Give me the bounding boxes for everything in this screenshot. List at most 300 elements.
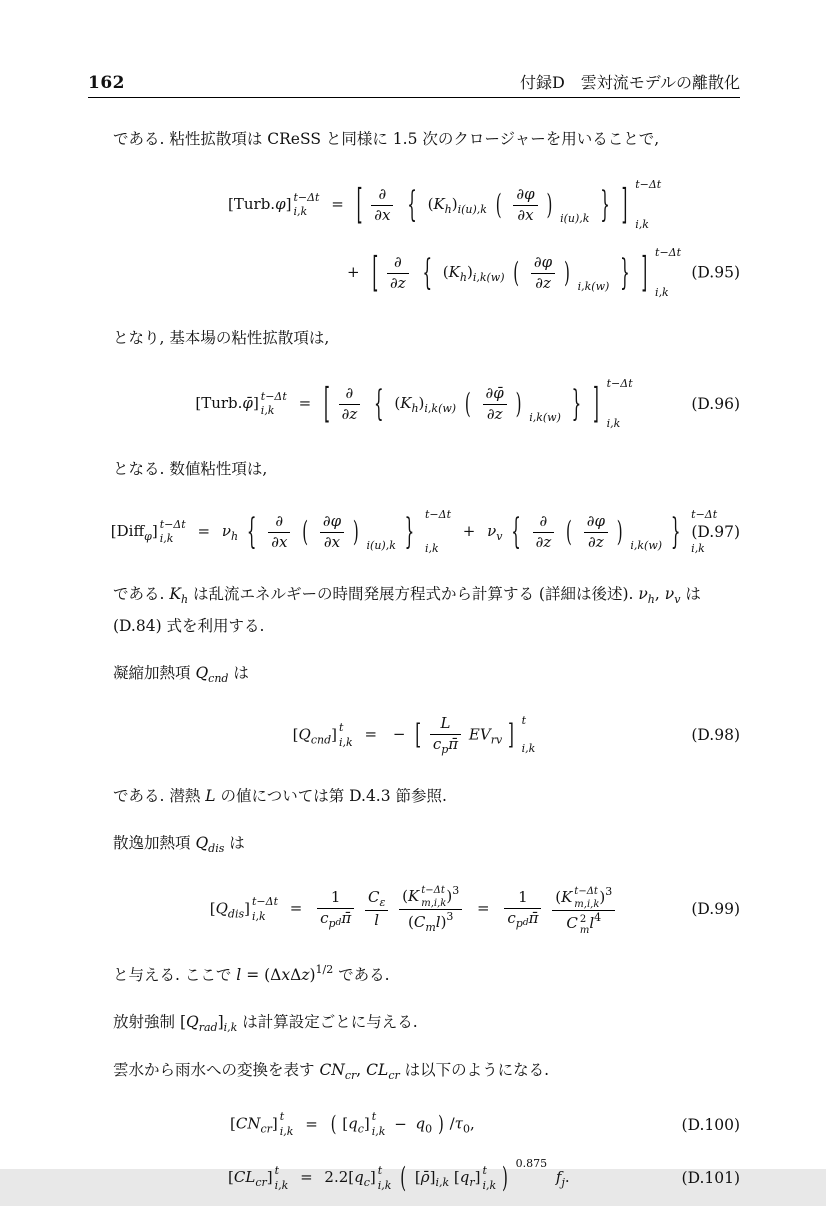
math-var: l [236,966,242,985]
den: ∂z [584,532,608,553]
text-run: と与える. ここで [113,966,237,985]
sub: φ [144,530,152,543]
sub: i,k [691,541,705,555]
supsub [252,896,278,923]
sup: t−Δt [635,178,662,191]
math-var: CL [233,1168,256,1187]
equals-sign: = [364,725,378,744]
page-header [88,70,740,93]
supsub [607,378,633,430]
sup: t−Δt [293,190,320,204]
paren: ) [501,1160,508,1194]
den: ∂x [371,205,393,226]
den [317,908,354,931]
bracket: ] [252,394,259,412]
paren: ( [566,514,572,548]
eq98-line [88,706,740,765]
coefficient: 2.2 [324,1168,349,1187]
partial-frac [483,384,507,424]
punct: , [469,1114,475,1133]
sub: cnd [310,733,332,747]
supsub [275,1165,289,1192]
sub: c [357,1122,364,1136]
supsub [261,391,287,418]
math-var: q [415,1114,426,1133]
sub: i(u),k [457,203,487,216]
sub: p [441,742,449,756]
sub: i,k [279,1125,294,1138]
sub: r [469,1176,475,1190]
sub: i,k(w) [630,538,663,552]
supsub [574,886,599,910]
supsub [425,509,451,555]
num: ∂φ̄ [485,384,504,402]
sub: m [425,920,436,934]
sub: cr [255,1176,267,1190]
bracket: [ [228,195,234,213]
page-number: 162 [88,73,125,93]
supsub [421,885,446,909]
math-var: c [507,908,516,927]
math-var: π̄ [341,908,352,927]
num: ∂φ [322,512,342,530]
sub: h [444,203,452,216]
num: ∂ [345,384,354,402]
den [504,908,541,931]
num: L [440,714,451,732]
eq95-line2 [88,239,740,307]
brace: } [670,509,681,552]
punct: . [564,1168,570,1187]
sub: i(u),k [366,538,396,552]
plus-sign: + [347,263,360,281]
paren: ( [302,514,309,548]
math-var: q [459,1168,470,1187]
math-var: q [348,1114,358,1133]
eq97-line [88,501,740,563]
math-var: ν [638,585,648,603]
paren: ( [400,1160,407,1194]
num [399,884,462,909]
math-var: ν [487,522,497,540]
bracket: ] [363,1114,370,1133]
sup: t−Δt [421,884,445,896]
partial-frac [387,253,409,293]
bracket: [ [348,1168,355,1187]
equation-d97 [88,501,740,563]
den: ∂x [513,205,537,226]
den: ∂z [533,532,555,553]
sub: i,k [159,532,174,546]
sub: h [230,530,239,543]
sup: t−Δt [424,508,451,521]
partial-frac [339,384,361,424]
sub: cr [388,1069,400,1083]
num: ∂φ [516,185,535,203]
bracket: ] [507,717,514,752]
sup: t−Δt [606,377,633,390]
eq95-line1 [88,171,740,239]
math-var: ν [664,585,675,603]
math-var: K [433,195,445,213]
math-var: Q [195,833,209,852]
math-var: x [281,966,291,985]
sup: t−Δt [159,517,186,531]
para-7 [113,828,740,860]
brace: } [404,509,415,552]
sub: i,k [635,217,649,231]
sup: 2 [579,913,587,925]
sub: rv [490,733,503,747]
supsub [655,247,681,299]
math-var: CL [366,1061,389,1080]
sub: i,k(w) [424,402,457,415]
den [430,734,461,757]
math-var: K [408,886,420,905]
para-2 [113,323,740,354]
paren: ) [546,187,553,221]
sup: 1/2 [315,963,334,977]
equation-d95 [88,171,740,307]
num: ∂ [275,512,284,530]
sub: m,i,k [574,898,600,910]
brace: } [600,182,610,225]
math-var: EV [468,725,491,744]
bracket: ] [244,899,250,918]
math-var: ν [221,522,231,540]
brace: { [374,381,384,424]
math-var: π̄ [528,908,539,927]
num: 1 [330,888,341,907]
sub: c [363,1176,370,1190]
math-var: c [432,734,442,753]
partial-frac [268,512,290,552]
paren: ) [515,386,522,420]
paren: ( [555,887,562,906]
math-var: l [435,912,441,931]
sub: j [561,1176,565,1190]
sup: t [339,720,344,734]
den: ∂z [483,404,507,425]
supsub [529,384,561,424]
bracket: ] [474,1168,481,1187]
minus-sign: − [392,725,406,744]
sup: t−Δt [260,389,287,403]
partial-frac [531,253,555,293]
brace: { [422,250,432,293]
text-run: は [680,585,701,603]
den: ∂z [531,273,555,294]
brace: { [246,509,257,552]
sub: i,k [339,735,353,749]
text-run: 放射強制 [113,1013,180,1032]
bracket: ] [285,195,292,213]
bracket: [ [415,717,422,752]
math-var: Q [195,664,209,682]
math-var: C [566,913,578,932]
den: ∂z [387,273,409,294]
sup: t−Δt [655,246,682,259]
sub: p [328,916,336,930]
equals-sign: = [300,1168,313,1187]
para-8 [113,959,740,991]
para-1 [113,124,740,155]
supsub [280,1111,294,1138]
math-var: C [368,888,380,907]
math-var: z [301,966,310,985]
header-rule [88,97,740,98]
text-run: である. [113,585,170,603]
math-var: π̄ [448,734,459,753]
bracket: [ [323,377,330,428]
para-10 [113,1055,740,1087]
paren: ) [616,514,623,548]
equals-sign: = [298,394,312,412]
text-run: 雲水から雨水への変換を表す [113,1061,320,1080]
eq100-line [88,1103,740,1146]
sub: i,k [482,1178,497,1192]
partial-frac [371,185,393,225]
supsub [516,1158,548,1198]
sub: i,k [435,1176,450,1190]
eq99-line [88,876,740,943]
partial-frac [533,512,555,552]
paren: ( [407,912,414,931]
equals-sign: = [289,899,303,918]
sup: t [279,1110,285,1124]
supsub [635,179,661,231]
bracket: ] [331,725,337,744]
bracket: [ [195,394,202,412]
plus-sign: + [462,522,476,540]
text-run: である. [333,966,390,985]
sup: t [521,714,527,728]
sub: cr [260,1122,272,1136]
bracket: [ [356,178,363,229]
text-run: 凝縮加熱項 [113,664,196,682]
para-5 [113,658,740,690]
bracket: ] [593,377,599,428]
math-var: K [400,394,412,412]
equals-sign: = [331,195,344,213]
sub: p [515,916,523,930]
sub: i,k [521,742,536,756]
supsub [372,1111,386,1138]
frac [317,888,354,931]
bracket: [ [372,246,379,297]
math-var: ρ̄ [420,1168,430,1187]
sub: v [496,530,503,543]
sup: 3 [452,883,460,897]
sub: i,k(w) [529,410,561,424]
math-var: K [169,585,181,603]
supsub [483,1165,497,1192]
sub: i,k [260,404,275,418]
paren: ) [599,887,606,906]
bracket: ] [429,1168,436,1187]
paren: ) [446,886,453,905]
eq96-line [88,370,740,438]
para-4 [113,579,740,642]
bracket: ] [217,1013,224,1032]
num: 1 [518,888,528,907]
bracket: [ [230,1114,236,1133]
bracket: ] [151,522,158,540]
para-9 [113,1007,740,1039]
sup: t [371,1110,377,1124]
sub: i,k [293,205,308,219]
math-var: CN [235,1114,261,1133]
math-var: l [589,913,595,932]
bracket: ] [621,178,628,229]
equation-d101 [88,1150,740,1206]
supsub [630,512,662,552]
math-var: Q [186,1013,199,1032]
eq-label-d96: (D.96) [691,395,740,413]
paren: ) [437,1110,444,1137]
text-run: , [356,1061,367,1080]
den: ∂z [339,404,361,425]
bracket: [ [414,1168,421,1187]
sub: i(u),k [560,211,590,225]
sub: i,k [606,416,621,430]
bracket: ] [266,1168,273,1187]
den [399,909,462,935]
sub: ε [379,896,386,910]
text-run: である. 潜熱 [113,786,206,805]
sub: h [459,271,467,284]
den: ∂x [320,532,344,553]
math-var: CN [319,1061,345,1080]
num: ∂ [539,512,548,530]
math-var: φ̄ [242,394,253,412]
sup: 0.875 [515,1157,548,1171]
paren: ( [427,195,434,213]
para-6 [113,781,740,812]
equation-d100 [88,1103,740,1146]
bracket: ] [369,1168,376,1187]
text-run: ) [309,966,316,985]
eq101-line [88,1150,740,1206]
text-run: = (Δ [241,966,282,985]
equals-sign: = [197,522,211,540]
equals-sign: = [305,1114,318,1133]
supsub [578,253,610,293]
frac [399,884,462,935]
paren: ( [330,1110,337,1137]
sub: i,k [274,1178,289,1192]
sub: i,k [371,1125,386,1138]
math-var: Q [298,725,311,744]
sub: d [335,917,342,928]
paren: ) [418,394,425,412]
sub: i,k [424,541,439,555]
partial-frac [513,185,537,225]
paren: ) [466,263,473,281]
num [365,888,388,910]
sub: h [411,402,419,415]
eq-label-d99: (D.99) [691,900,740,919]
bracket: [ [179,1013,186,1032]
math-var: C [413,912,426,931]
sub: m,i,k [421,897,447,909]
text-run: は計算設定ごとに与える. [237,1013,418,1032]
eq-label-d100: (D.100) [681,1115,740,1134]
text-run: , [654,585,665,603]
text-run: は乱流エネルギーの時間発展方程式から計算する (詳細は後述). [188,585,639,603]
math-var: L [205,786,216,805]
frac [430,714,461,757]
paren: ( [464,386,471,420]
supsub [580,914,589,934]
sup: t−Δt [574,885,598,897]
minus-sign: − [394,1114,407,1133]
brace: } [620,250,630,293]
num: ∂φ [533,253,553,271]
math-var: Q [215,899,228,918]
paren: ) [352,514,359,548]
sup: t [482,1163,487,1177]
math-var: φ [275,195,286,213]
bracket: [ [110,522,117,540]
den [552,910,615,934]
math-var: K [448,263,460,281]
num: ∂φ [586,512,605,530]
math-var: q [354,1168,364,1187]
partial-frac [584,512,608,552]
supsub [378,1165,392,1192]
math-var: c [320,908,329,927]
supsub [293,192,319,219]
frac [365,888,388,931]
sup: t [274,1163,280,1177]
sub: i,k(w) [577,279,610,293]
text-run: となる. 数値粘性項は, [113,460,268,478]
sup: t−Δt [251,894,278,908]
sub: h [180,593,189,606]
sub: d [522,917,529,928]
paren: ( [495,187,502,221]
supsub [560,185,589,225]
sub: v [674,593,681,606]
bracket: [ [453,1168,460,1187]
sup: 3 [605,884,613,898]
math-text: Diff [116,522,145,540]
text-run: は以下のようになる. [399,1061,550,1080]
num: ∂ [378,185,387,203]
bracket: [ [342,1114,349,1133]
sup: t [377,1163,383,1177]
equation-d99 [88,876,740,943]
supsub [160,519,186,546]
sub: m [579,924,590,936]
brace: } [571,381,582,424]
num: ∂ [393,253,402,271]
sup: t−Δt [691,508,718,521]
supsub [339,722,353,749]
text-run: (D.84) 式を利用する. [113,617,265,635]
equation-d96 [88,370,740,438]
bracket: [ [228,1168,234,1187]
text-run: Δ [290,966,302,985]
math-var: f [555,1168,562,1187]
eq-label-d95: (D.95) [691,263,740,282]
paren: ) [563,255,570,289]
paren: ( [394,394,401,412]
text-run: 散逸加熱項 [113,833,196,852]
sub: i,k [223,1021,238,1035]
bracket: ] [641,246,648,297]
